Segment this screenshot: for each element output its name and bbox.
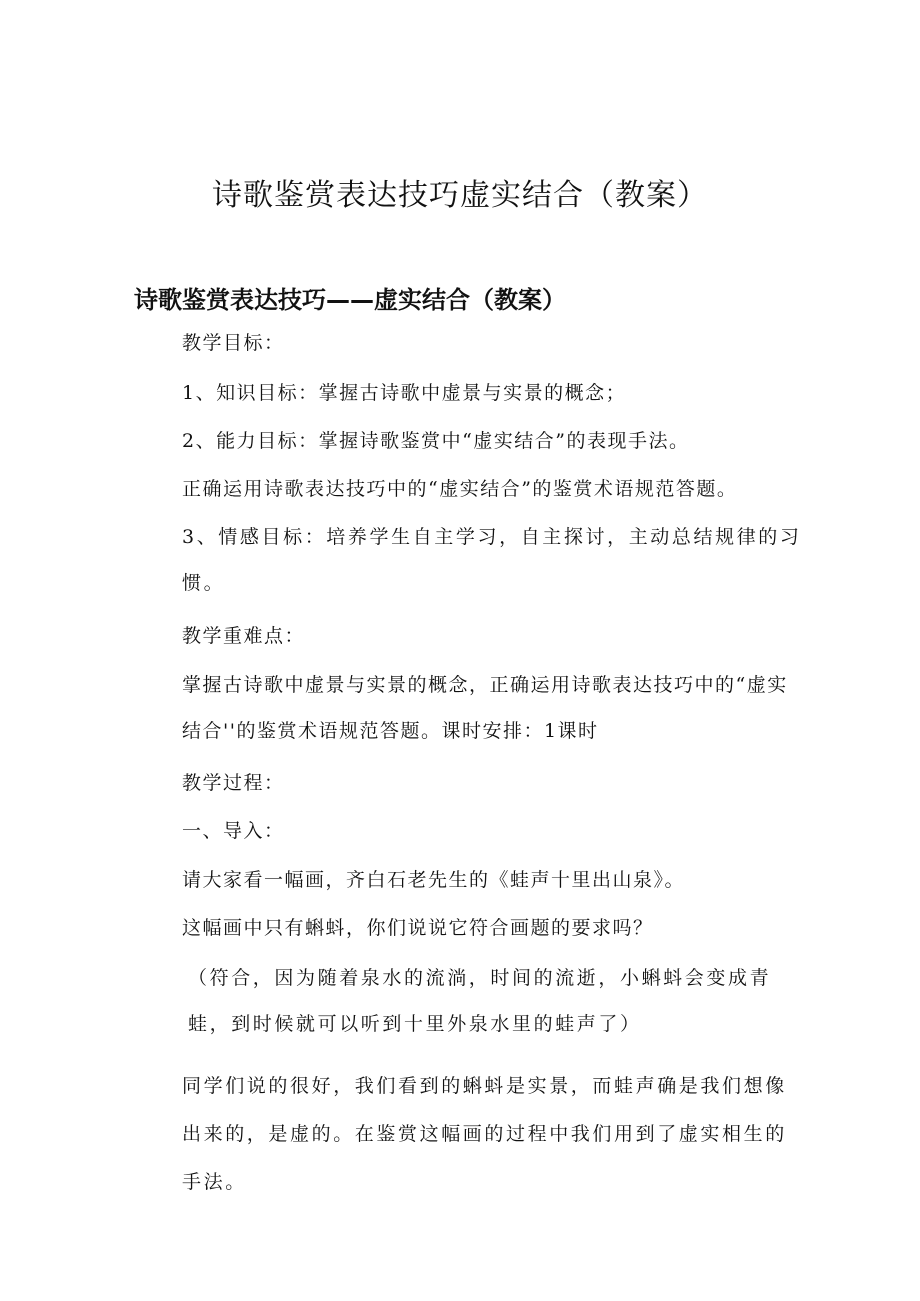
paragraph-process-heading: 教学过程： <box>182 772 285 794</box>
paragraph-ability-goal-continued: 正确运用诗歌表达技巧中的“虚实结合”的鉴赏术语规范答题。 <box>182 478 738 500</box>
document-title: 诗歌鉴赏表达技巧虚实结合（教案） <box>212 178 708 213</box>
paragraph-key-points: 掌握古诗歌中虚景与实景的概念，正确运用诗歌表达技巧中的“虚实结合''的鉴赏术语规范答题。课时安排：1课时 <box>182 674 788 742</box>
paragraph-painting-answer: （符合，因为随着泉水的流淌，时间的流逝，小蝌蚪会变成青蛙，到时候就可以听到十里外泉水里的蛙声了） <box>188 967 772 1035</box>
paragraph-knowledge-goal: 1、知识目标：掌握古诗歌中虚景与实景的概念； <box>182 382 627 404</box>
paragraph-emotion-goal: 3、情感目标：培养学生自主学习，自主探讨，主动总结规律的习惯。 <box>182 526 802 594</box>
paragraph-intro-heading: 一、导入： <box>182 820 285 842</box>
paragraph-painting-intro: 请大家看一幅画，齐白石老先生的《蛙声十里出山泉》。 <box>182 869 686 891</box>
paragraph-virtual-real-explanation: 同学们说的很好，我们看到的蝌蚪是实景，而蛙声确是我们想像出来的，是虚的。在鉴赏这幅画的过程中我们用到了虚实相生的手法。 <box>182 1075 787 1193</box>
document-subtitle: 诗歌鉴赏表达技巧——虚实结合（教案） <box>134 286 566 314</box>
paragraph-painting-question: 这幅画中只有蝌蚪，你们说说它符合画题的要求吗？ <box>182 917 654 939</box>
paragraph-ability-goal: 2、能力目标：掌握诗歌鉴赏中“虚实结合”的表现手法。 <box>182 430 690 452</box>
paragraph-key-points-heading: 教学重难点： <box>182 625 306 647</box>
paragraph-teaching-goals-heading: 教学目标： <box>182 332 285 354</box>
